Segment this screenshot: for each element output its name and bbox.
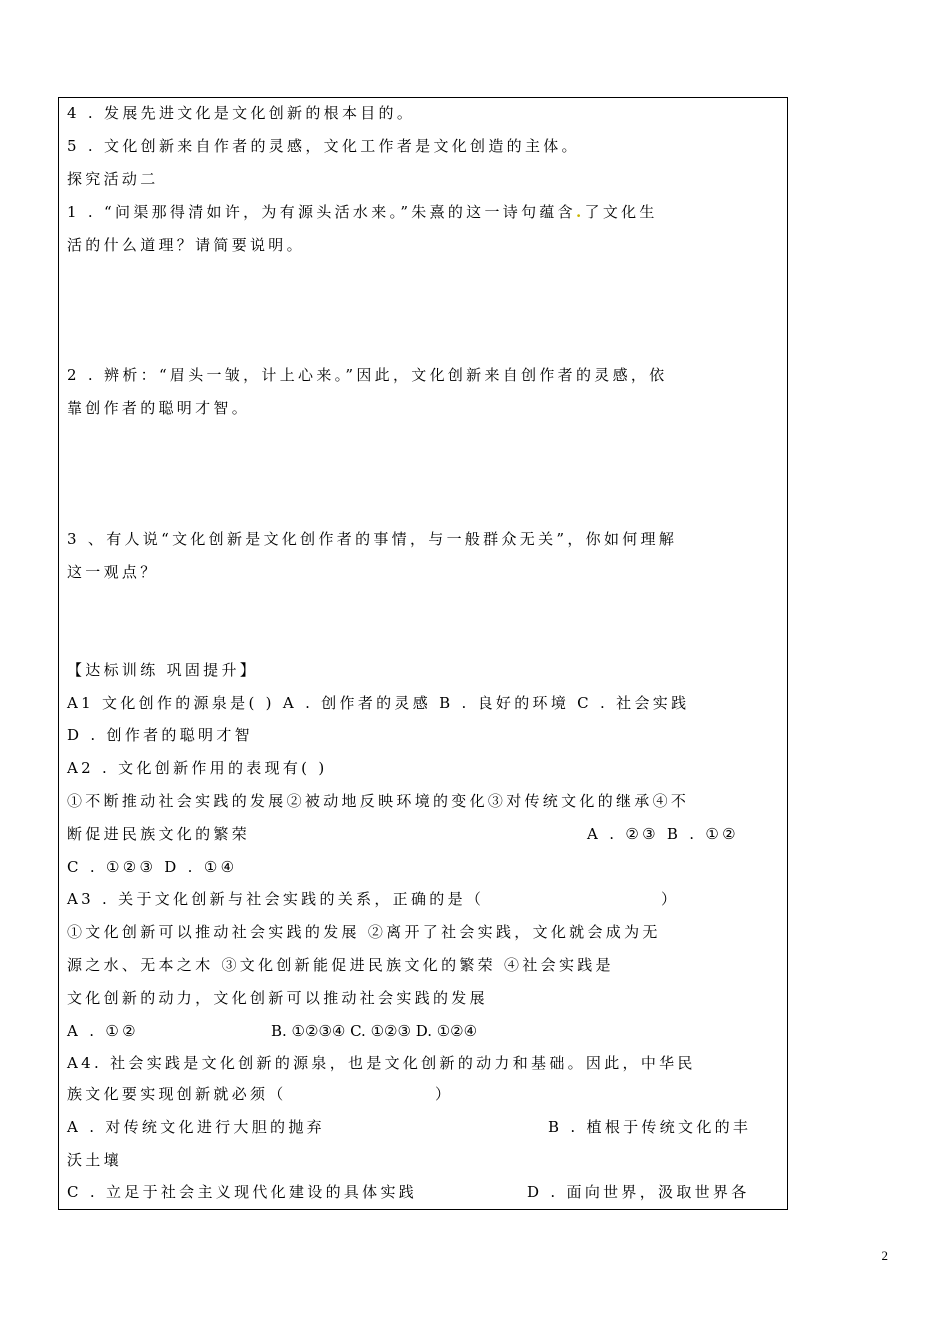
a2-options-ab: A . ②③ B . ①②: [587, 825, 739, 843]
a4-stem-text: 族文化要实现创新就必须（: [67, 1085, 287, 1103]
a4-option-c: C . 立足于社会主义现代化建设的具体实践: [67, 1183, 418, 1201]
statement-5: 5 . 文化创新来自作者的灵感，文化工作者是文化创造的主体。: [67, 137, 580, 155]
a4-options-cd: [67, 1176, 779, 1209]
section-heading-training: 【达标训练 巩固提升】: [67, 661, 259, 679]
a3-paren-close: ）: [661, 890, 680, 908]
question-3-line-1: 3 、有人说“文化创新是文化创作者的事情，与一般群众无关”，你如何理解: [67, 530, 678, 548]
question-1-text-a: 1 . “问渠那得清如许，为有源头活水来。”朱熹的这一诗句蕴含: [67, 203, 576, 221]
a1-line-1: A1 文化创作的源泉是( ) A . 创作者的灵感 B . 良好的环境 C . 社会实践: [67, 694, 690, 712]
a1-line-2: D . 创作者的聪明才智: [67, 726, 253, 744]
a4-line-1: A4. 社会实践是文化创新的源泉，也是文化创新的动力和基础。因此，中华民: [67, 1054, 696, 1072]
question-1-line-2: 活的什么道理？请简要说明。: [67, 236, 305, 254]
section-heading-activity-2: 探究活动二: [67, 170, 159, 188]
a3-stem: [67, 883, 779, 916]
a2-stem: A2 . 文化创新作用的表现有( ): [67, 759, 328, 777]
a4-option-a: A . 对传统文化进行大胆的抛弃: [67, 1118, 325, 1136]
question-1-line-1: [67, 196, 779, 229]
a2-items-line-1: ①不断推动社会实践的发展②被动地反映环境的变化③对传统文化的继承④不: [67, 792, 690, 810]
statement-4: 4 . 发展先进文化是文化创新的根本目的。: [67, 104, 416, 122]
a3-items-line-2: 源之水、无本之木 ③文化创新能促进民族文化的繁荣 ④社会实践是: [67, 956, 614, 974]
a3-options: [67, 1015, 779, 1048]
a4-option-b-cont: 沃土壤: [67, 1151, 122, 1169]
a2-items-line-2: [67, 818, 779, 851]
a3-stem-text: A3 . 关于文化创新与社会实践的关系，正确的是（: [67, 890, 485, 908]
a4-paren-close: ）: [435, 1085, 454, 1103]
a3-items-line-1: ①文化创新可以推动社会实践的发展 ②离开了社会实践，文化就会成为无: [67, 923, 661, 941]
page-number: 2: [881, 1248, 888, 1263]
question-3-line-2: 这一观点？: [67, 563, 159, 581]
a2-items-text: 断促进民族文化的繁荣: [67, 825, 251, 843]
question-2-line-1: 2 . 辨析：“眉头一皱，计上心来。”因此，文化创新来自创作者的灵感，依: [67, 366, 668, 384]
a3-items-line-3: 文化创新的动力，文化创新可以推动社会实践的发展: [67, 989, 488, 1007]
a2-options-cd: C . ①②③ D . ①④: [67, 858, 238, 876]
a3-options-bcd: B. ①②③④ C. ①②③ D. ①②④: [271, 1022, 478, 1040]
a4-options-ab-line-1: [67, 1111, 779, 1144]
highlight-mark: .: [576, 203, 585, 221]
question-1-text-b: 了文化生: [584, 203, 658, 221]
a4-line-2: [67, 1078, 779, 1111]
a3-option-a: A . ①②: [67, 1022, 139, 1040]
a4-option-d: D . 面向世界，汲取世界各: [527, 1183, 750, 1201]
question-2-line-2: 靠创作者的聪明才智。: [67, 399, 251, 417]
a4-option-b: B . 植根于传统文化的丰: [548, 1118, 752, 1136]
